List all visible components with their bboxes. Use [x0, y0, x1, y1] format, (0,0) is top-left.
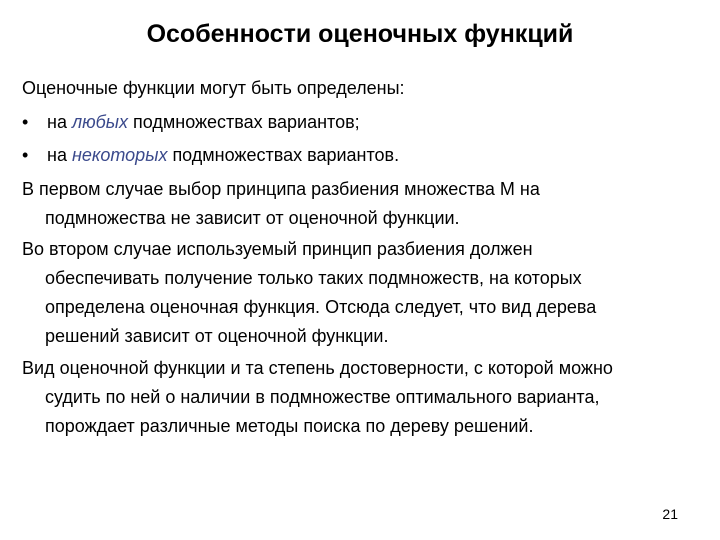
bullet-text-before: на [47, 145, 72, 165]
paragraph-line: порождает различные методы поиска по дереву решений. [45, 416, 534, 436]
bullet-text-after: подмножествах вариантов. [167, 145, 400, 165]
paragraph-line: Вид оценочной функции и та степень достоверности, с которой можно [22, 358, 613, 378]
bullet-item-some [22, 143, 399, 167]
paragraph-line: подмножества не зависит от оценочной функции. [45, 208, 460, 228]
paragraph-second-case [22, 235, 702, 351]
bullet-emphasis: любых [71, 112, 129, 132]
paragraph-methods [22, 354, 702, 441]
paragraph-first-case [22, 175, 702, 233]
page-number: 21 [662, 506, 678, 522]
bullet-item-any [22, 110, 360, 134]
bullet-marker: • [22, 145, 29, 165]
intro-text: Оценочные функции могут быть определены: [22, 78, 405, 98]
bullet-marker: • [22, 112, 29, 132]
paragraph-line: определена оценочная функция. Отсюда следует, что вид дерева [45, 297, 597, 317]
bullet-text-after: подмножествах вариантов; [128, 112, 360, 132]
paragraph-line: решений зависит от оценочной функции. [45, 326, 389, 346]
paragraph-line: В первом случае выбор принципа разбиения множества M на [22, 179, 540, 199]
slide-title: Особенности оценочных функций [146, 20, 574, 48]
bullet-text-before: на [47, 112, 72, 132]
paragraph-line: обеспечивать получение только таких подмножеств, на которых [45, 268, 582, 288]
bullet-emphasis: некоторых [71, 145, 168, 165]
paragraph-line: Во втором случае используемый принцип разбиения должен [22, 239, 533, 259]
paragraph-line: судить по ней о наличии в подмножестве оптимального варианта, [45, 387, 600, 407]
